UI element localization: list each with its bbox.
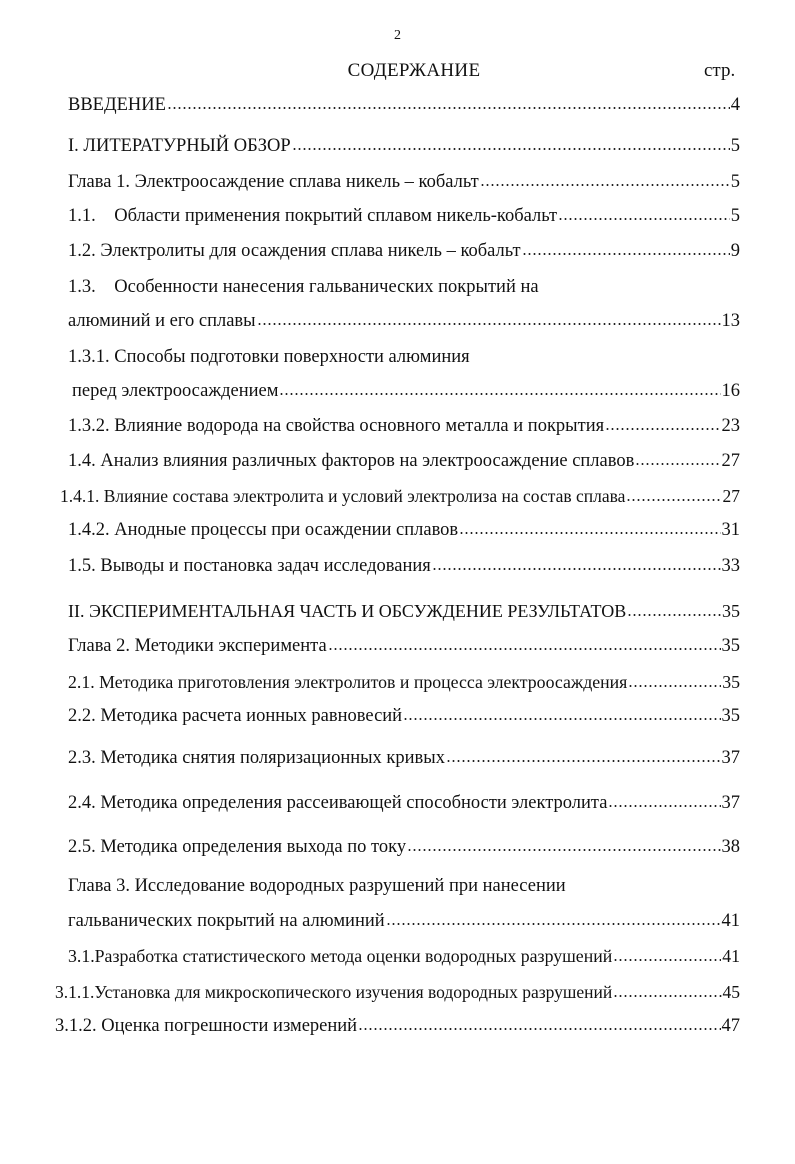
dot-leader [432,554,721,571]
toc-entry[interactable] [55,1013,740,1039]
toc-entry[interactable] [68,133,740,159]
toc-entry-page: 47 [721,1016,740,1036]
toc-entry-title: 2.2. Методика расчета ионных равновесий [68,706,403,726]
toc-entry-title: 2.1. Методика приготовления электролитов и процесса электроосаждения [68,672,628,692]
dot-leader [358,1014,720,1031]
toc-entry-title: 3.1.1.Установка для микроскопического изучения водородных разрушений [55,982,613,1002]
toc-entry[interactable] [68,308,740,334]
toc-entry-title: 1.4.1. Влияние состава электролита и условий электролиза на состав сплава [60,486,626,506]
toc-entry-title: 1.4.2. Анодные процессы при осаждении сплавов [68,520,459,540]
toc-entry-page: 31 [721,520,740,540]
toc-entry-page: 16 [721,381,740,401]
toc-entry[interactable] [68,790,740,816]
toc-entry-page: 45 [722,982,740,1002]
toc-entry-title: 2.3. Методика снятия поляризационных кривых [68,748,445,768]
toc-entry-page: 38 [721,837,740,857]
dot-leader [167,93,730,110]
dot-leader [605,414,720,431]
toc-entry-page: 13 [721,311,740,331]
toc-entry[interactable] [68,703,740,729]
toc-entry[interactable] [68,669,740,695]
toc-entry[interactable] [55,979,740,1005]
toc-entry-page: 5 [730,206,740,226]
toc-entry-title: 1.1. Области применения покрытий сплавом никель-кобальт [68,206,558,226]
toc-entry-page: 27 [722,486,740,506]
toc-entry[interactable] [68,553,740,579]
toc-entry-page: 37 [721,748,740,768]
dot-leader [386,909,721,926]
page-column-label: стр. [704,60,736,81]
toc-entry-page: 35 [722,601,740,621]
toc-entry-page: 27 [721,451,740,471]
toc-entry-title: 2.5. Методика определения выхода по току [68,837,407,857]
toc-entry-page: 4 [730,95,740,115]
toc-entry-page: 35 [721,636,740,656]
toc-entry[interactable] [68,169,740,195]
toc-entry-continued[interactable]: Глава 3. Исследование водородных разрушений при нанесении [68,876,566,896]
toc-entry-page: 41 [721,911,740,931]
dot-leader [459,518,720,535]
toc-entry-page: 5 [730,136,740,156]
toc-entry-continued[interactable]: 1.3.1. Способы подготовки поверхности алюминия [68,347,470,367]
toc-entry[interactable] [60,483,740,509]
dot-leader [635,449,720,466]
toc-entry-title: Глава 2. Методики эксперимента [68,636,327,656]
toc-entry-title: ВВЕДЕНИЕ [68,95,166,115]
toc-entry[interactable] [68,943,740,969]
toc-entry-title: 2.4. Методика определения рассеивающей способности электролита [68,793,608,813]
toc-entry-title: I. ЛИТЕРАТУРНЫЙ ОБЗОР [68,136,291,156]
dot-leader [626,486,721,502]
dot-leader [522,239,730,256]
toc-entry[interactable] [68,413,740,439]
dot-leader [480,170,730,187]
toc-entry-title: перед электроосаждением [72,381,279,401]
toc-entry-title: 3.1.Разработка статистического метода оценки водородных разрушений [68,946,613,966]
toc-entry-title: 1.2. Электролиты для осаждения сплава никель – кобальт [68,241,521,261]
toc-entry-page: 41 [722,946,740,966]
dot-leader [613,982,721,998]
dot-leader [292,134,730,151]
dot-leader [328,634,721,651]
dot-leader [558,204,730,221]
dot-leader [446,746,721,763]
dot-leader [407,835,720,852]
toc-entry-title: Глава 1. Электроосаждение сплава никель – кобальт [68,172,479,192]
page-number: 2 [394,28,401,43]
page-title: СОДЕРЖАНИЕ [347,60,481,81]
dot-leader [403,704,720,721]
toc-entry-page: 23 [721,416,740,436]
toc-entry[interactable] [68,908,740,934]
toc-entry[interactable] [72,378,740,404]
toc-entry-title: 3.1.2. Оценка погрешности измерений [55,1016,358,1036]
toc-entry-title: 1.4. Анализ влияния различных факторов на электроосаждение сплавов [68,451,635,471]
toc-entry[interactable] [68,633,740,659]
toc-entry[interactable] [68,203,740,229]
toc-entry[interactable] [68,598,740,624]
dot-leader [257,309,721,326]
toc-entry[interactable] [68,448,740,474]
toc-entry[interactable] [68,745,740,771]
dot-leader [613,946,721,962]
toc-entry[interactable] [68,92,740,118]
toc-entry-page: 33 [721,556,740,576]
toc-entry-title: алюминий и его сплавы [68,311,256,331]
toc-entry-page: 37 [721,793,740,813]
toc-entry-title: 1.3.2. Влияние водорода на свойства основного металла и покрытия [68,416,605,436]
dot-leader [608,791,720,808]
toc-entry-title: II. ЭКСПЕРИМЕНТАЛЬНАЯ ЧАСТЬ И ОБСУЖДЕНИЕ РЕЗУЛЬТАТОВ [68,601,627,621]
toc-entry-continued[interactable]: 1.3. Особенности нанесения гальванических покрытий на [68,277,539,297]
toc-entry-page: 5 [730,172,740,192]
toc-entry[interactable] [68,517,740,543]
dot-leader [628,672,721,688]
dot-leader [627,601,721,617]
toc-entry-page: 35 [721,706,740,726]
toc-entry-title: гальванических покрытий на алюминий [68,911,385,931]
toc-entry-page: 9 [730,241,740,261]
dot-leader [279,379,720,396]
toc-entry[interactable] [68,238,740,264]
toc-entry-title: 1.5. Выводы и постановка задач исследования [68,556,431,576]
toc-entry-page: 35 [722,672,740,692]
toc-entry[interactable] [68,834,740,860]
